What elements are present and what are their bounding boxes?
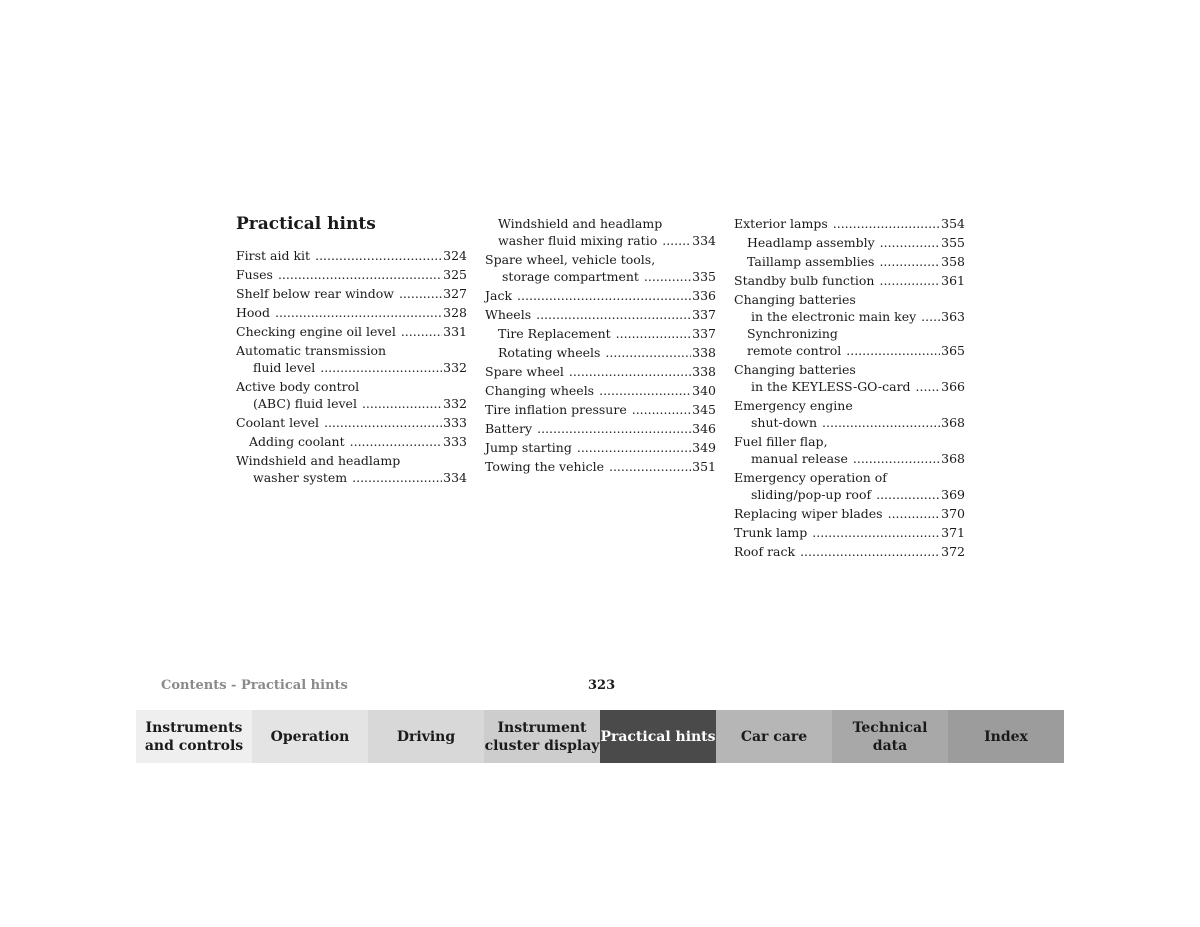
index-entry[interactable] <box>236 433 467 450</box>
index-entry-text: Jack <box>485 288 513 303</box>
index-entry-text: Wheels <box>485 307 532 322</box>
tab-instrument-cluster-display[interactable]: Instrument cluster display <box>484 710 600 763</box>
index-entry-line <box>734 450 965 467</box>
index-entry-text: (ABC) fluid level <box>253 396 357 411</box>
index-entry-line <box>236 452 467 469</box>
index-entry[interactable] <box>734 433 965 467</box>
index-entry-line <box>485 287 716 304</box>
index-column-2 <box>485 215 716 477</box>
index-entry-text: Taillamp assemblies <box>747 254 875 269</box>
dot-leader <box>846 342 940 359</box>
dot-leader <box>853 450 940 467</box>
index-entry-line <box>734 215 965 232</box>
tab-car-care[interactable]: Car care <box>716 710 832 763</box>
index-entry[interactable] <box>485 458 716 475</box>
index-entry-line <box>734 361 965 378</box>
index-entry-text: Rotating wheels <box>498 345 601 360</box>
index-entry-text: sliding/pop-up roof <box>751 487 872 502</box>
index-entry-line <box>734 342 965 359</box>
index-entry-text: Changing batteries <box>734 362 856 377</box>
index-entry-text: Tire Replacement <box>498 326 611 341</box>
index-entry-page: 332 <box>443 396 467 411</box>
index-entry-page: 337 <box>692 307 716 322</box>
index-entry-line <box>734 272 965 289</box>
dot-leader <box>599 382 691 399</box>
index-entry[interactable] <box>734 505 965 522</box>
dot-leader <box>352 469 442 486</box>
index-entry-line <box>485 458 716 475</box>
index-entry[interactable] <box>485 344 716 361</box>
dot-leader <box>833 215 940 232</box>
index-entry-text: Standby bulb function <box>734 273 875 288</box>
index-entry-page: 372 <box>941 544 965 559</box>
dot-leader <box>822 414 940 431</box>
dot-leader <box>401 323 442 340</box>
dot-leader <box>879 272 940 289</box>
index-entry[interactable] <box>485 363 716 380</box>
dot-leader <box>315 247 442 264</box>
index-entry-line <box>734 433 965 450</box>
index-entry-line <box>734 524 965 541</box>
index-entry-text: First aid kit <box>236 248 311 263</box>
index-entry-page: 355 <box>941 235 965 250</box>
index-entry-page: 366 <box>941 379 965 394</box>
index-entry-text: Towing the vehicle <box>485 459 604 474</box>
index-entry-page: 363 <box>941 309 965 324</box>
index-entry-line <box>485 363 716 380</box>
index-entry-page: 324 <box>443 248 467 263</box>
index-entry-line <box>734 414 965 431</box>
dot-leader <box>888 505 941 522</box>
dot-leader <box>536 306 691 323</box>
index-entry-page: 371 <box>941 525 965 540</box>
index-entry-line <box>236 469 467 486</box>
page-number: 323 <box>588 678 616 693</box>
index-entry-text: fluid level <box>253 360 316 375</box>
index-entry-page: 340 <box>692 383 716 398</box>
dot-leader <box>569 363 691 380</box>
index-entry-text: Hood <box>236 305 270 320</box>
index-entry-line <box>236 342 467 359</box>
index-entry-page: 368 <box>941 415 965 430</box>
index-entry-page: 331 <box>443 324 467 339</box>
index-entry-line <box>734 486 965 503</box>
index-entry[interactable] <box>485 215 716 249</box>
dot-leader <box>644 268 691 285</box>
dot-leader <box>324 414 442 431</box>
dot-leader <box>609 458 691 475</box>
dot-leader <box>879 253 940 270</box>
dot-leader <box>916 378 941 395</box>
index-entry-page: 338 <box>692 364 716 379</box>
index-entry[interactable] <box>734 469 965 503</box>
index-entry[interactable] <box>236 452 467 486</box>
dot-leader <box>876 486 940 503</box>
index-entry[interactable] <box>485 420 716 437</box>
index-entry-page: 345 <box>692 402 716 417</box>
index-entry[interactable] <box>734 291 965 359</box>
index-entry-page: 333 <box>443 415 467 430</box>
index-entry-text: Windshield and headlamp <box>498 216 663 231</box>
index-entry-line <box>734 505 965 522</box>
index-entry[interactable] <box>485 251 716 285</box>
index-entry-page: 351 <box>692 459 716 474</box>
index-entry-page: 365 <box>941 343 965 358</box>
index-entry-text: Emergency engine <box>734 398 853 413</box>
index-entry-line <box>236 378 467 395</box>
section-title: Practical hints <box>236 214 376 234</box>
index-entry-line <box>236 285 467 302</box>
index-entry-text: Roof rack <box>734 544 796 559</box>
footer-section-label: Contents - Practical hints <box>161 678 348 693</box>
index-entry[interactable] <box>236 378 467 412</box>
index-entry[interactable] <box>485 325 716 342</box>
tab-driving[interactable]: Driving <box>368 710 484 763</box>
index-entry-page: 349 <box>692 440 716 455</box>
index-entry-text: remote control <box>747 343 842 358</box>
index-entry-text: Changing batteries <box>734 292 856 307</box>
index-entry[interactable] <box>734 215 965 232</box>
index-entry-text: storage compartment <box>502 269 639 284</box>
tab-index[interactable]: Index <box>948 710 1064 763</box>
index-entry-text: in the electronic main key <box>751 309 917 324</box>
index-entry[interactable] <box>485 306 716 323</box>
index-entry-text: Windshield and headlamp <box>236 453 401 468</box>
tab-technical-data[interactable]: Technical data <box>832 710 948 763</box>
index-entry-text: Synchronizing <box>747 326 838 341</box>
index-entry-line <box>485 232 716 249</box>
tab-operation[interactable]: Operation <box>252 710 368 763</box>
dot-leader <box>662 232 691 249</box>
index-entry-line <box>236 247 467 264</box>
index-entry[interactable] <box>734 397 965 431</box>
index-entry-page: 328 <box>443 305 467 320</box>
index-entry-page: 334 <box>443 470 467 485</box>
index-entry-text: Changing wheels <box>485 383 595 398</box>
index-entry-text: Spare wheel <box>485 364 564 379</box>
index-entry-text: Coolant level <box>236 415 319 430</box>
index-entry-line <box>236 433 467 450</box>
index-entry[interactable] <box>236 323 467 340</box>
index-entry[interactable] <box>236 285 467 302</box>
index-entry-text: Checking engine oil level <box>236 324 396 339</box>
index-entry-page: 368 <box>941 451 965 466</box>
index-entry-text: Replacing wiper blades <box>734 506 883 521</box>
index-entry-line <box>236 323 467 340</box>
index-entry[interactable] <box>485 401 716 418</box>
index-entry-text: Shelf below rear window <box>236 286 394 301</box>
index-entry-text: Adding coolant <box>249 434 345 449</box>
index-entry-page: 327 <box>443 286 467 301</box>
index-entry[interactable] <box>734 234 965 251</box>
tab-instruments-and-controls[interactable]: Instruments and controls <box>136 710 252 763</box>
index-entry-page: 338 <box>692 345 716 360</box>
dot-leader <box>278 266 442 283</box>
index-entry-text: Automatic transmission <box>236 343 387 358</box>
index-entry-page: 369 <box>941 487 965 502</box>
index-entry-text: Headlamp assembly <box>747 235 875 250</box>
dot-leader <box>577 439 691 456</box>
index-entry-text: Exterior lamps <box>734 216 828 231</box>
index-entry-text: Battery <box>485 421 533 436</box>
index-entry-text: Jump starting <box>485 440 572 455</box>
index-entry[interactable] <box>236 304 467 321</box>
dot-leader <box>605 344 691 361</box>
index-entry[interactable] <box>485 382 716 399</box>
index-entry-line <box>485 382 716 399</box>
index-entry-line <box>485 344 716 361</box>
index-entry-page: 346 <box>692 421 716 436</box>
index-entry-text: Active body control <box>236 379 360 394</box>
index-entry-page: 325 <box>443 267 467 282</box>
index-entry-line <box>485 306 716 323</box>
dot-leader <box>350 433 443 450</box>
index-entry-page: 332 <box>443 360 467 375</box>
dot-leader <box>399 285 442 302</box>
index-entry-line <box>734 253 965 270</box>
index-entry-line <box>485 401 716 418</box>
index-entry-text: Tire inflation pressure <box>485 402 627 417</box>
index-entry-line <box>236 304 467 321</box>
index-entry-page: 354 <box>941 216 965 231</box>
dot-leader <box>275 304 442 321</box>
index-entry[interactable] <box>485 287 716 304</box>
index-entry-line <box>485 251 716 268</box>
index-entry[interactable] <box>485 439 716 456</box>
index-entry-line <box>236 414 467 431</box>
index-entry-text: Emergency operation of <box>734 470 887 485</box>
index-entry[interactable] <box>734 361 965 395</box>
index-entry-line <box>734 543 965 560</box>
index-entry-line <box>734 234 965 251</box>
dot-leader <box>880 234 941 251</box>
index-entry-line <box>236 266 467 283</box>
dot-leader <box>362 395 442 412</box>
index-column-3 <box>734 215 965 562</box>
index-entry-line <box>485 325 716 342</box>
section-tab-bar <box>136 710 1064 763</box>
index-entry-page: 336 <box>692 288 716 303</box>
index-entry-line <box>485 268 716 285</box>
index-entry-text: Spare wheel, vehicle tools, <box>485 252 656 267</box>
index-entry[interactable] <box>236 342 467 376</box>
index-entry-line <box>485 215 716 232</box>
dot-leader <box>517 287 691 304</box>
tab-practical-hints[interactable]: Practical hints <box>600 710 716 763</box>
index-entry[interactable] <box>236 414 467 431</box>
index-entry-text: Fuses <box>236 267 273 282</box>
index-entry-line <box>734 469 965 486</box>
index-entry-line <box>734 308 965 325</box>
dot-leader <box>537 420 691 437</box>
index-entry-page: 333 <box>443 434 467 449</box>
index-entry-line <box>236 395 467 412</box>
index-entry-page: 361 <box>941 273 965 288</box>
dot-leader <box>616 325 691 342</box>
index-entry-text: shut-down <box>751 415 818 430</box>
index-entry[interactable] <box>734 543 965 560</box>
index-entry-line <box>236 359 467 376</box>
index-entry[interactable] <box>236 266 467 283</box>
index-entry-page: 358 <box>941 254 965 269</box>
index-column-1 <box>236 247 467 488</box>
dot-leader <box>800 543 940 560</box>
index-entry-text: Trunk lamp <box>734 525 808 540</box>
index-entry-line <box>734 291 965 308</box>
index-entry-page: 334 <box>692 233 716 248</box>
dot-leader <box>921 308 940 325</box>
dot-leader <box>632 401 691 418</box>
dot-leader <box>812 524 940 541</box>
index-entry-line <box>734 378 965 395</box>
index-entry-page: 370 <box>941 506 965 521</box>
index-entry-page: 337 <box>692 326 716 341</box>
index-entry-page: 335 <box>692 269 716 284</box>
index-entry-line <box>485 439 716 456</box>
index-entry[interactable] <box>236 247 467 264</box>
index-entry-text: Fuel filler flap, <box>734 434 828 449</box>
index-entry[interactable] <box>734 253 965 270</box>
index-entry-text: washer fluid mixing ratio <box>498 233 658 248</box>
index-entry-text: in the KEYLESS-GO-card <box>751 379 911 394</box>
dot-leader <box>320 359 442 376</box>
index-entry-line <box>734 325 965 342</box>
index-entry-text: manual release <box>751 451 848 466</box>
index-entry[interactable] <box>734 272 965 289</box>
index-entry-text: washer system <box>253 470 348 485</box>
index-entry-line <box>734 397 965 414</box>
index-entry[interactable] <box>734 524 965 541</box>
index-entry-line <box>485 420 716 437</box>
